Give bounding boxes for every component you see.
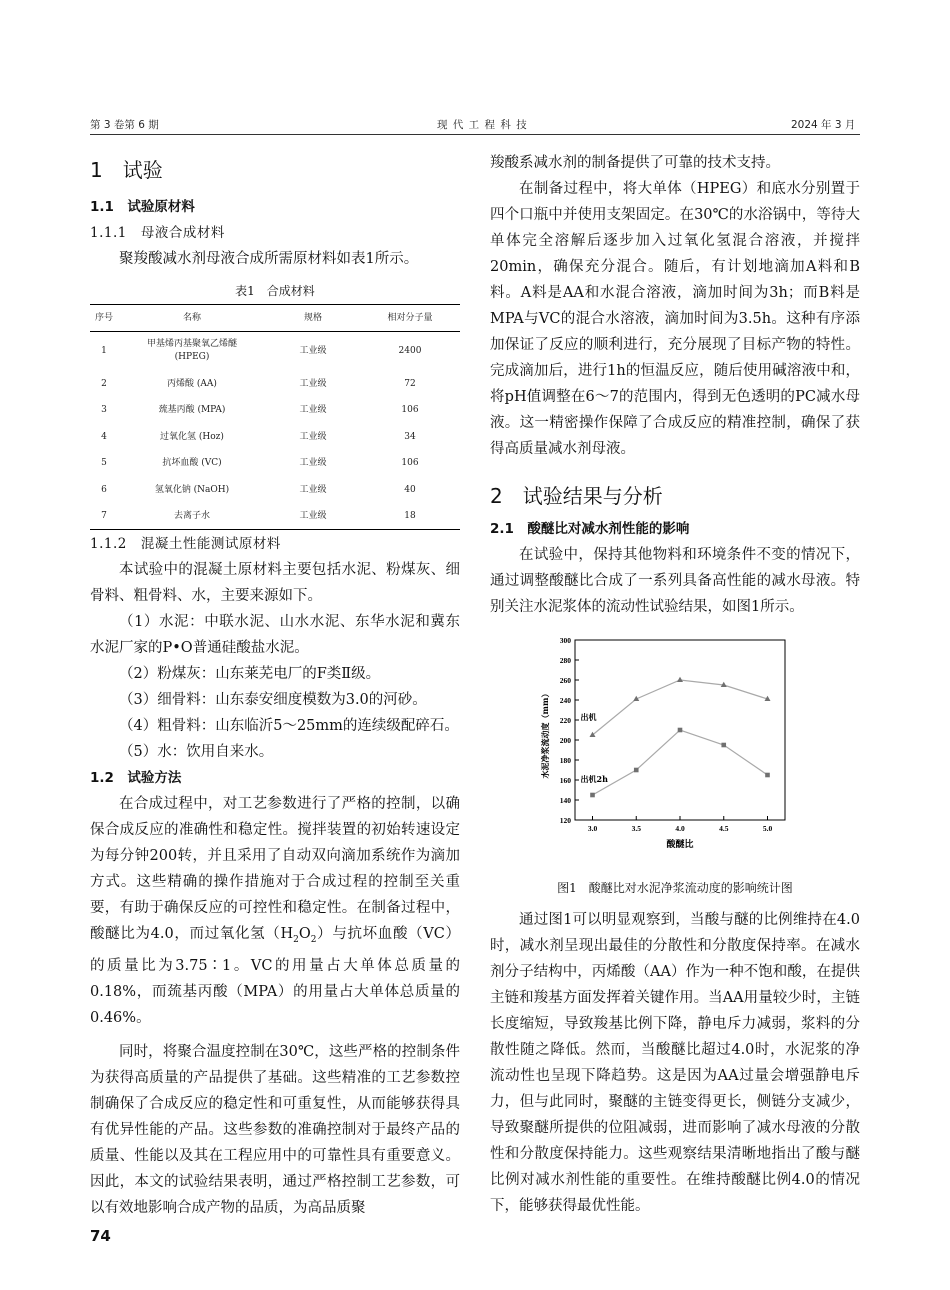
col-header-mw: 相对分子量: [387, 313, 433, 323]
cell-mw: 106: [401, 405, 419, 416]
cell-grade: 工业级: [299, 431, 327, 442]
table-row: [90, 424, 460, 451]
cell-mw: 40: [404, 484, 416, 495]
section-1-1-1-heading: 1.1.1 母液合成材料: [90, 225, 225, 241]
method-paragraph-2: 同时，将聚合温度控制在30℃，这些严格的控制条件为获得高质量的产品提供了基础。这些精准的工艺参数控制确保了合成反应的稳定性和可重复性，从而能够获得具有优异性能的产品。这些参数的准确控制对于最终产品的质量、性能以及其在工程应用中的可靠性具有重要意义。因此，本文的试验结果表明，通过严格控制工艺参数，可以有效地影响合成产物的品质，为高品质聚: [90, 1043, 460, 1216]
section-2-1-paragraph: 在试验中，保持其他物料和环境条件不变的情况下，通过调整酸醚比合成了一系列具备高性能的减水母液。特别关注水泥浆体的流动性试验结果，如图1所示。: [490, 547, 860, 615]
data-point: [678, 728, 683, 733]
method-text-b: ）与抗坏血酸（VC）的质量比为3.75∶1。VC的用量占大单体总质量的0.18%，而巯基丙酸（MPA）的用量占大单体总质量的0.46%。: [90, 926, 460, 1026]
cell-index: 2: [101, 378, 107, 389]
y-tick-label: 300: [559, 636, 571, 645]
preparation-paragraph: 在制备过程中，将大单体（HPEG）和底水分别置于四个口瓶中并使用支架固定。在30℃的水浴锅中，等待大单体完全溶解后逐步加入过氧化氢混合溶液，并搅拌20min，确保充分混合。随后，有计划地滴加A料和B料。A料是AA和水混合溶液，滴加时间为3h；而B料是MPA与VC的混合水溶液，滴加时间为3.5h。这种有序添加保证了反应的顺利进行，充分展现了目标产物的特性。完成滴加后，进行1h的恒温反应，随后使用碱溶液中和，将pH值调整在6～7的范围内，得到无色透明的PC减水母液。这一精密操作保障了合成反应的精准控制，确保了获得高质量减水剂母液。: [490, 181, 860, 457]
table-row: [90, 477, 460, 504]
cell-index: 4: [101, 431, 107, 442]
method-text-a: 在合成过程中，对工艺参数进行了严格的控制，以确保合成反应的准确性和稳定性。搅拌装置的初始转速设定为每分钟200转，并且采用了自动双向滴加系统作为滴加方式。这些精确的操作措施对于合成过程的控制至关重要，有助于确保反应的可控性和稳定性。在制备过程中，酸醚比为4.0，而过氧化氢（: [90, 796, 460, 942]
data-point: [590, 793, 595, 798]
x-tick-label: 3.0: [587, 824, 598, 833]
table-row: [90, 397, 460, 424]
issue-date: 2024 年 3 月: [791, 119, 856, 131]
y-tick-label: 140: [559, 796, 571, 805]
formula-o: O: [298, 926, 311, 942]
section-1-1-2-heading: 1.1.2 混凝土性能测试原材料: [90, 536, 281, 552]
section-1-2-heading: 1.2 试验方法: [90, 770, 182, 786]
series-line: [593, 680, 768, 735]
cell-index: 7: [101, 511, 107, 521]
cell-index: 5: [101, 458, 107, 469]
concrete-paragraph: 本试验中的混凝土原材料主要包括水泥、粉煤灰、细骨料、粗骨料、水，主要来源如下。: [90, 562, 460, 604]
y-tick-label: 120: [559, 816, 571, 825]
cell-index: 1: [101, 346, 107, 357]
table-row: [90, 332, 460, 371]
journal-title: 现 代 工 程 科 技: [437, 119, 528, 131]
y-tick-label: 260: [559, 676, 571, 685]
formula-h2o2: [280, 926, 317, 945]
cell-index: 6: [101, 484, 107, 495]
cell-name: 去离子水: [173, 511, 210, 521]
figure-caption: 图1 酸醚比对水泥净浆流动度的影响统计图: [557, 881, 793, 895]
cell-grade: 工业级: [299, 405, 327, 416]
series-label: 出机: [580, 712, 597, 722]
data-point: [721, 743, 726, 748]
continued-paragraph: 羧酸系减水剂的制备提供了可靠的技术支持。: [490, 155, 780, 171]
method-paragraph-1: [90, 791, 460, 1031]
material-item: （1）水泥：中联水泥、山水水泥、东华水泥和冀东水泥厂家的P•O普通硅酸盐水泥。: [90, 614, 460, 656]
table-row: [90, 450, 460, 477]
section-1-1-heading: 1.1 试验原材料: [90, 199, 195, 215]
cell-mw: 106: [401, 458, 419, 469]
cell-grade: 工业级: [299, 458, 327, 469]
section-2-1-heading: 2.1 酸醚比对减水剂性能的影响: [490, 521, 690, 537]
table-row: [90, 503, 460, 530]
cell-grade: 工业级: [299, 511, 327, 521]
y-tick-label: 180: [559, 756, 571, 765]
material-item: （5）水：饮用自来水。: [119, 744, 274, 760]
cell-name: 丙烯酸 (AA): [167, 378, 217, 389]
materials-table: [90, 304, 460, 530]
y-tick-label: 280: [559, 656, 571, 665]
formula-h: H: [280, 926, 294, 942]
formula-sub: 2: [293, 934, 299, 945]
col-header-name: 名称: [182, 313, 201, 323]
section-2-heading: 2 试验结果与分析: [490, 484, 663, 508]
cell-mw: 72: [404, 378, 416, 389]
x-tick-label: 4.0: [675, 824, 685, 833]
right-column: [490, 150, 860, 1219]
cell-name: 过氧化氢 (Hoz): [160, 431, 224, 442]
header-rule: [90, 134, 860, 135]
material-item: （4）粗骨料：山东临沂5～25mm的连续级配碎石。: [119, 718, 459, 734]
series-label: 出机2h: [580, 774, 608, 784]
cell-name: 抗坏血酸 (VC): [162, 458, 222, 469]
table-row: [90, 371, 460, 398]
cell-mw: 2400: [398, 346, 422, 357]
y-axis-label: 水泥净浆流动度（mm）: [540, 689, 550, 779]
page-number: 74: [90, 1227, 111, 1245]
data-point: [677, 677, 683, 682]
formula-sub: 2: [310, 934, 317, 945]
material-item: （2）粉煤灰：山东莱芜电厂的F类Ⅱ级。: [119, 666, 381, 682]
y-tick-label: 200: [559, 736, 571, 745]
journal-volume: 第 3 卷第 6 期: [90, 119, 159, 131]
x-axis-label: 酸醚比: [666, 840, 694, 850]
cell-index: 3: [101, 405, 107, 416]
table-caption: 表1 合成材料: [235, 284, 315, 298]
cell-grade: 工业级: [299, 378, 327, 389]
series-line: [593, 730, 768, 795]
col-header-grade: 规格: [303, 313, 322, 323]
result-paragraph: 通过图1可以明显观察到，当酸与醚的比例维持在4.0时，减水剂呈现出最佳的分散性和分散度保持率。在减水剂分子结构中，丙烯酸（AA）作为一种不饱和酸，在提供主链和羧基方面发挥着关键作用。当AA用量较少时，主链长度缩短，导致羧基比例下降，静电斥力减弱，浆料的分散性随之降低。然而，当酸醚比超过4.0时，水泥浆的净流动性也呈现下降趋势。这是因为AA过量会增强静电斥力，但与此同时，聚醚的主链变得更长，侧链分支减少，导致聚醚所提供的位阻减弱，进而影响了减水母液的分散性和分散度保持能力。这些观察结果清晰地指出了酸与醚比例对减水剂性能的重要性。在维持酸醚比例4.0的情况下，能够获得最优性能。: [490, 912, 860, 1214]
cell-name: 巯基丙酸 (MPA): [158, 405, 226, 416]
cell-mw: 34: [404, 431, 416, 442]
intro-paragraph: 聚羧酸减水剂母液合成所需原材料如表1所示。: [119, 251, 419, 267]
data-point: [765, 773, 770, 778]
x-tick-label: 4.5: [719, 824, 729, 833]
data-point: [634, 768, 639, 773]
material-item: （3）细骨料：山东泰安细度模数为3.0的河砂。: [119, 692, 427, 708]
x-tick-label: 5.0: [762, 824, 773, 833]
table-header-row: [90, 305, 460, 332]
x-tick-label: 3.5: [631, 824, 641, 833]
cell-grade: 工业级: [299, 484, 327, 495]
y-tick-label: 220: [559, 716, 571, 725]
left-column: [90, 150, 460, 1221]
cell-name: 氢氧化钠 (NaOH): [154, 484, 230, 495]
flow-chart: [490, 630, 860, 860]
cell-mw: 18: [404, 511, 416, 521]
y-tick-label: 160: [559, 776, 571, 785]
cell-grade: 工业级: [299, 346, 327, 357]
y-tick-label: 240: [559, 696, 571, 705]
section-1-heading: 1 试验: [90, 158, 163, 182]
col-header-index: 序号: [94, 313, 113, 323]
cell-name: 甲基烯丙基聚氧乙烯醚 (HPEG): [146, 339, 237, 363]
